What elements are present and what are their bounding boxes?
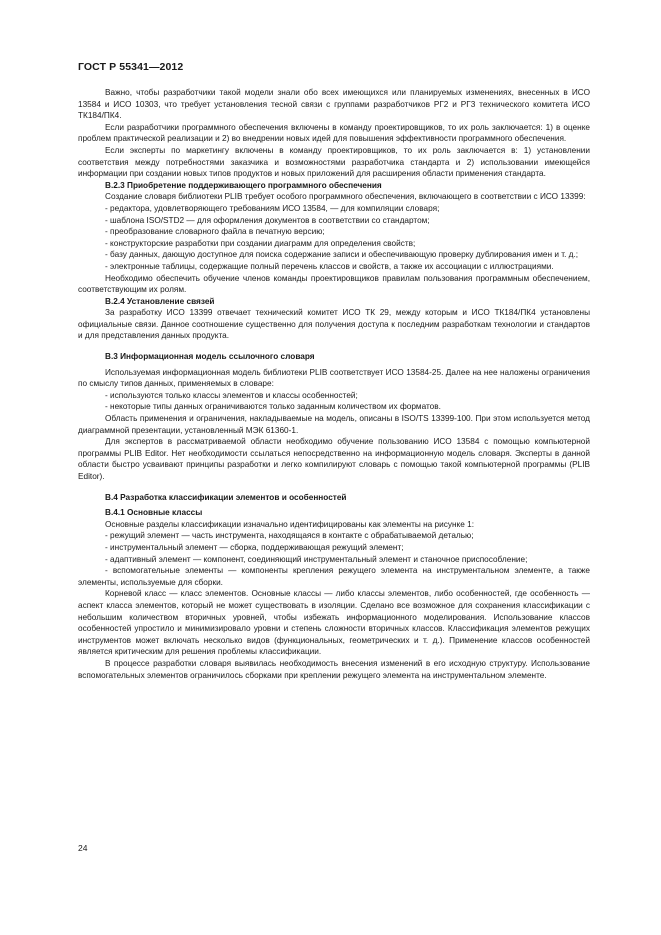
paragraph: Корневой класс — класс элементов. Основные классы — либо классы элементов, либо особенностей, где особенность — аспект класса элементов, который не может существовать в изоляции. Сделано все возможное для сохранения классификации с небольшим количеством вторичных уровней, чтобы избежать информационного моделирования. Использование классов особенностей упростило и минимизировало уровни и степень сложности вторичных классов. Классификация элементов режущих инструментов может включать несколько видов (функциональных, геометрических и т. д.). Применение классов особенностей является критическим для решения проблемы классификации.	[78, 589, 590, 657]
list-item: - адаптивный элемент — компонент, соединяющий инструментальный элемент и станочное приспособление;	[105, 554, 528, 564]
list-item: - используются только классы элементов и классы особенностей;	[105, 390, 358, 400]
paragraph: За разработку ИСО 13399 отвечает технический комитет ИСО ТК 29, между которым и ИСО ТК184/ПК4 установлены официальные связи. Данное соотношение существенно для получения доступа к последним разработкам технологии и стандартов и для представления данных продукта.	[78, 308, 590, 341]
page-content	[78, 87, 590, 681]
list-item: - режущий элемент — часть инструмента, находящаяся в контакте с обрабатываемой деталью;	[105, 531, 474, 541]
list-item: - вспомогательные элементы — компоненты крепления режущего элемента на инструментальном элементе, а также элементы, используемые для сборки.	[78, 566, 590, 587]
paragraph: Необходимо обеспечить обучение членов команды проектировщиков правилам пользования программным обеспечением, соответствующим их ролям.	[78, 273, 590, 295]
standard-header: ГОСТ Р 55341—2012	[78, 61, 184, 73]
paragraph: Создание словаря библиотеки PLIB требует особого программного обеспечения, включающего в соответствии с ИСО 13399:	[105, 192, 586, 202]
list-item: - инструментальный элемент — сборка, поддерживающая режущий элемент;	[105, 542, 404, 552]
paragraph: Область применения и ограничения, накладываемые на модель, описаны в ISO/TS 13399-100. При этом используется метод диаграммной презентации, установленный МЭК 61360-1.	[78, 414, 590, 435]
paragraph: В процессе разработки словаря выявилась необходимость внесения изменений в его исходную структуру. Использование вспомогательных элементов ограничилось сборками при креплении режущего элемента на инструментальном элементе.	[78, 658, 590, 680]
paragraph: Основные разделы классификации изначально идентифицированы как элементы на рисунке 1:	[105, 519, 474, 529]
page-number: 24	[78, 843, 88, 853]
section-heading-b24: В.2.4 Установление связей	[105, 296, 215, 306]
list-item: - некоторые типы данных ограничиваются только заданным количеством их форматов.	[105, 402, 441, 412]
paragraph: Важно, чтобы разработчики такой модели знали обо всех имеющихся или планируемых изменениях, внесенных в ИСО 13584 и ИСО 10303, что требует установления тесной связи с группами разработчиков РГ2 и РГ3 технического комитета ИСО ТК184/ПК4.	[78, 88, 590, 121]
list-item: - преобразование словарного файла в печатную версию;	[105, 227, 325, 237]
list-item: - электронные таблицы, содержащие полный перечень классов и свойств, а также их ассоциации с иллюстрациями.	[105, 261, 554, 271]
list-item: - базу данных, дающую доступное для поиска содержание записи и обеспечивающую проверку дублирования имен и т. д.;	[105, 250, 579, 260]
section-heading-b41: В.4.1 Основные классы	[105, 508, 203, 518]
section-heading-b3: В.3 Информационная модель ссылочного словаря	[105, 352, 315, 362]
list-item: - конструкторские разработки при создании диаграмм для определения свойств;	[105, 238, 416, 248]
paragraph: Если эксперты по маркетингу включены в команду проектировщиков, то их роль заключается в: 1) установлении соответствия между потребностями заказчика и возможностями разработчика стандарта и 2) использовании имеющейся информации при создании новых типов продуктов и новых приложений для расширения области применения стандарта.	[78, 145, 590, 179]
list-item: - редактора, удовлетворяющего требованиям ИСО 13584, — для компиляции словаря;	[105, 203, 440, 213]
list-item: - шаблона ISO/STD2 — для оформления документов в соответствии со стандартом;	[105, 215, 430, 225]
section-heading-b4: В.4 Разработка классификации элементов и особенностей	[105, 492, 347, 502]
paragraph: Используемая информационная модель библиотеки PLIB соответствует ИСО 13584-25. Далее на нее наложены ограничения по смыслу типов данных, применяемых в словаре:	[78, 367, 590, 389]
paragraph: Для экспертов в рассматриваемой области необходимо обучение пользованию ИСО 13584 с помощью компьютерной программы PLIB Editor. Нет необходимости ссылаться непосредственно на информационную модель словаря. Эксперты в данной области быстро усваивают принципы разработки и легко компилируют словарь с помощью такой компьютерной программы (PLIB Editor).	[78, 437, 590, 481]
paragraph: Если разработчики программного обеспечения включены в команду проектировщиков, то их роль заключается: 1) в оценке проблем практической реализации и 2) во внедрении новых идей для повышения эффективности программного обеспечения.	[78, 122, 590, 144]
section-heading-b23: В.2.3 Приобретение поддерживающего программного обеспечения	[105, 180, 382, 190]
